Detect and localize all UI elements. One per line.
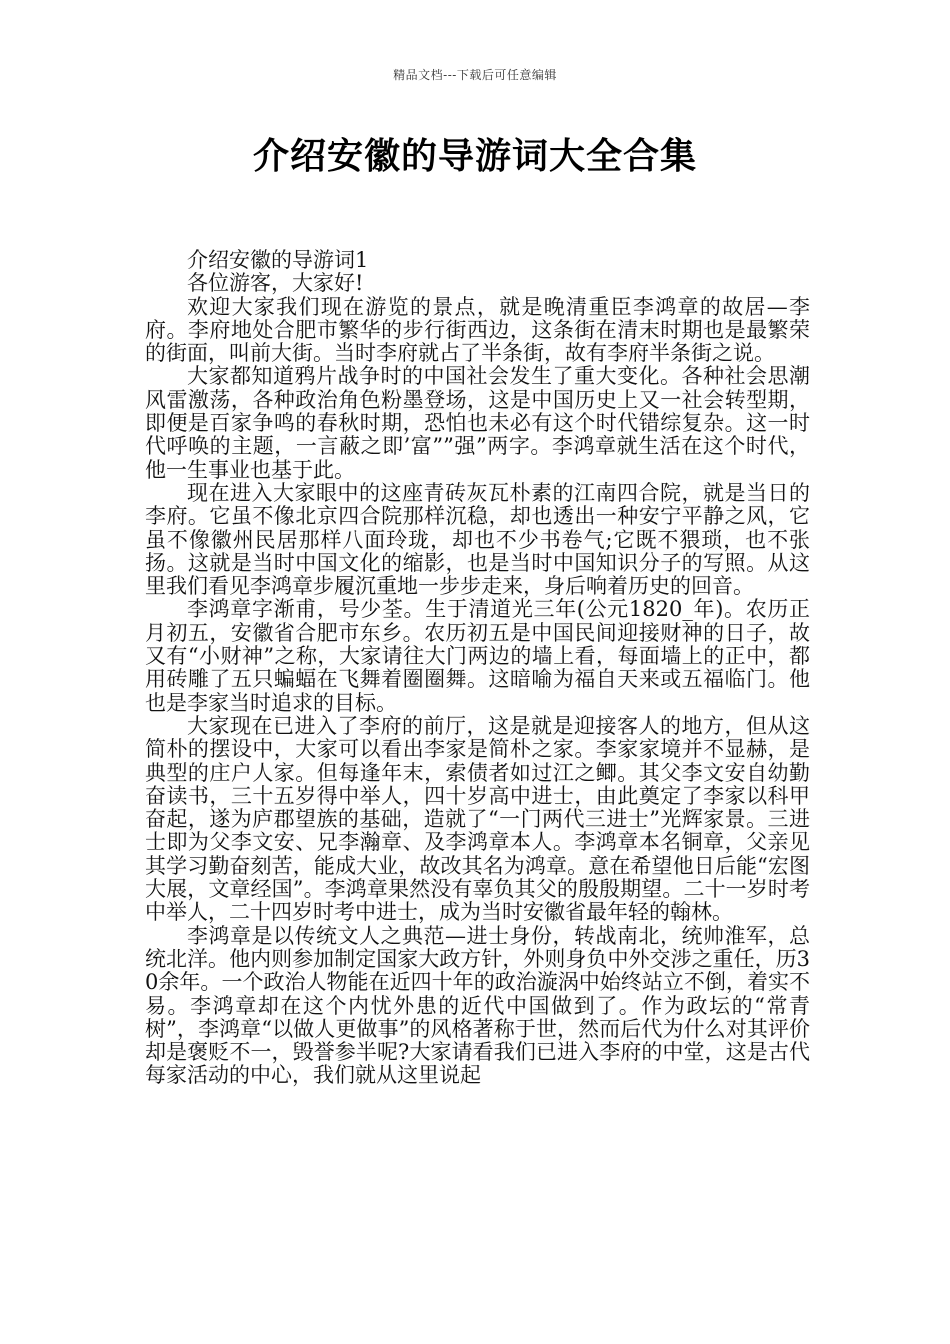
- body-paragraph: 欢迎大家我们现在游览的景点，就是晚清重臣李鸿章的故居—李府。李府地处合肥市繁华的步行街西边，这条街在清末时期也是最繁荣的街面，叫前大街。当时李府就占了半条街，故有李府半条街之说。: [145, 294, 810, 366]
- body-paragraph: 大家现在已进入了李府的前厅，这是就是迎接客人的地方，但从这简朴的摆设中，大家可以看出李家是简朴之家。李家家境并不显赫，是典型的庄户人家。但每逢年末，索债者如过江之鲫。其父李文安自幼勤奋读书，三十五岁得中举人，四十岁高中进士，由此奠定了李家以科甲奋起，遂为庐郡望族的基础，造就了“一门两代三进士”光辉家景。三进士即为父李文安、兄李瀚章、及李鸿章本人。李鸿章本名铜章，父亲见其学习勤奋刻苦，能成大业，故改其名为鸿章。意在希望他日后能“宏图大展，文章经国”。李鸿章果然没有辜负其父的殷殷期望。二十一岁时考中举人，二十四岁时考中进士，成为当时安徽省最年轻的翰林。: [145, 713, 810, 925]
- document-body: [145, 249, 810, 1088]
- document-title: 介绍安徽的导游词大全合集: [252, 136, 697, 177]
- body-paragraph: 李鸿章字渐甫，号少荃。生于清道光三年(公元1820_年)。农历正月初五，安徽省合肥市东乡。农历初五是中国民间迎接财神的日子，故又有“小财神”之称，大家请往大门两边的墙上看，每面墙上的正中，都用砖雕了五只蝙蝠在飞舞着圈圈舞。这暗喻为福自天来或五福临门。他也是李家当时追求的目标。: [145, 597, 810, 715]
- body-paragraph: 李鸿章是以传统文人之典范—进士身份，转战南北，统帅淮军，总统北洋。他内则参加制定国家大政方针，外则身负中外交涉之重任，历30余年。一个政治人物能在近四十年的政治漩涡中始终站立不倒，着实不易。李鸿章却在这个内忧外患的近代中国做到了。作为政坛的“常青树”，李鸿章“以做人更做事”的风格著称于世，然而后代为什么对其评价却是褒贬不一，毁誉参半呢?大家请看我们已进入李府的中堂，这是古代每家活动的中心，我们就从这里说起: [145, 923, 810, 1088]
- body-paragraph: 大家都知道鸦片战争时的中国社会发生了重大变化。各种社会思潮风雷激荡，各种政治角色粉墨登场，这是中国历史上又一社会转型期，即便是百家争鸣的春秋时期，恐怕也未必有这个时代错综复杂。这一时代呼唤的主题，一言蔽之即’富””强”两字。李鸿章就生活在这个时代，他一生事业也基于此。: [145, 364, 810, 482]
- greeting-paragraph: 各位游客，大家好!: [187, 271, 364, 296]
- header-note: 精品文档---下载后可任意编辑: [393, 68, 557, 82]
- section-heading: 介绍安徽的导游词1: [187, 248, 369, 272]
- body-paragraph: 现在进入大家眼中的这座青砖灰瓦朴素的江南四合院，就是当日的李府。它虽不像北京四合院那样沉稳，却也透出一种安宁平静之风，它虽不像徽州民居那样八面玲珑，却也不少书卷气;它既不猥琐，也不张扬。这就是当时中国文化的缩影，也是当时中国知识分子的写照。从这里我们看见李鸿章步履沉重地一步步走来，身后响着历史的回音。: [145, 480, 810, 599]
